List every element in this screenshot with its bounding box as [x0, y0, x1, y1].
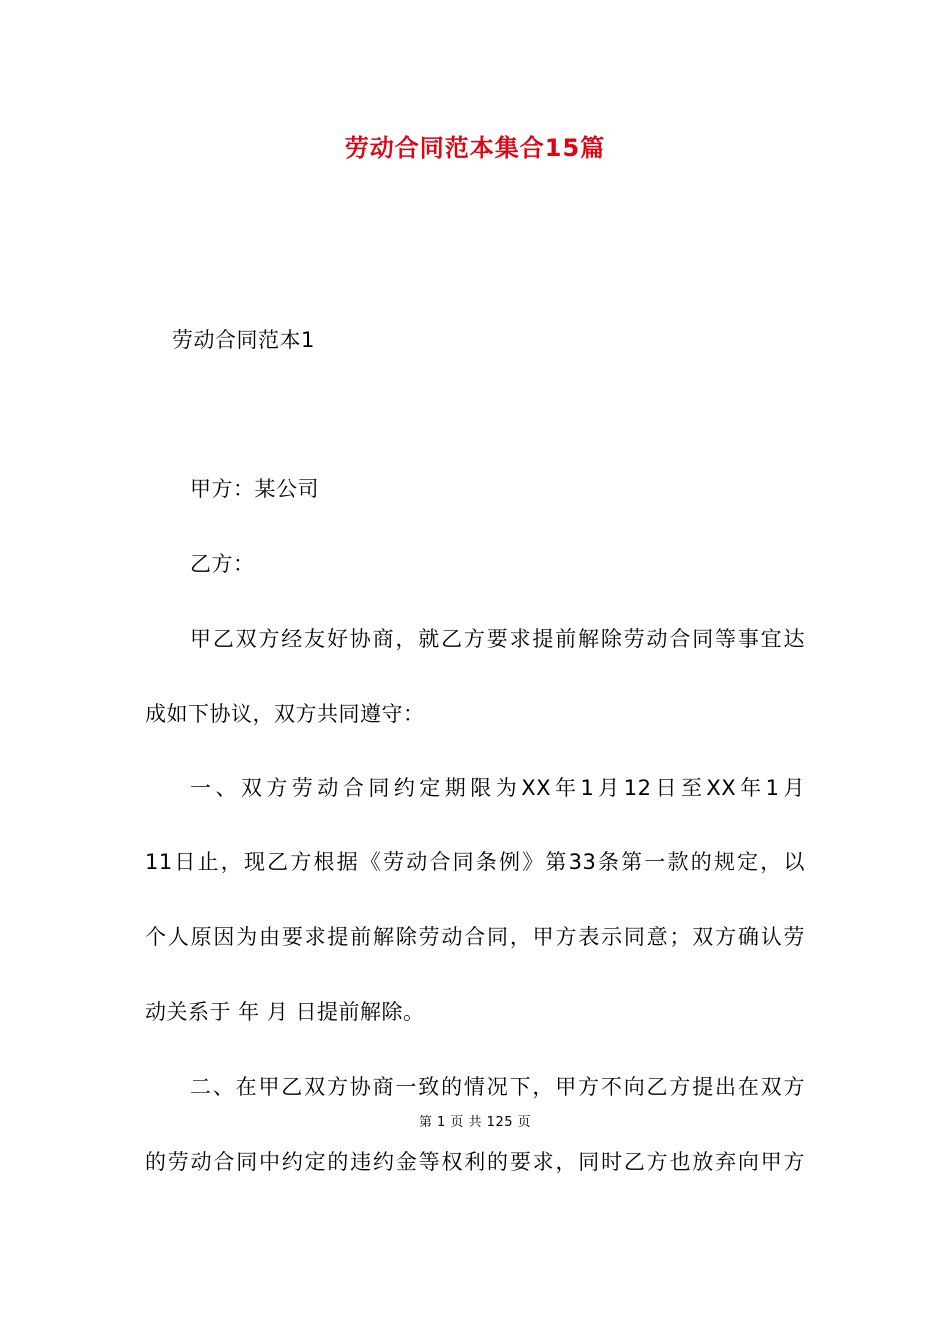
- paragraph-line: 11日止，现乙方根据《劳动合同条例》第33条第一款的规定，以: [145, 850, 805, 874]
- page-footer: 第 1 页 共 125 页: [418, 1115, 532, 1130]
- paragraph-line: 甲乙双方经友好协商，就乙方要求提前解除劳动合同等事宜达: [190, 627, 805, 651]
- paragraph-line: 个人原因为由要求提前解除劳动合同，甲方表示同意；双方确认劳: [145, 925, 805, 949]
- party-b-line: 乙方：: [190, 552, 255, 576]
- party-a-line: 甲方：某公司: [190, 477, 319, 501]
- paragraph-line: 的劳动合同中约定的违约金等权利的要求，同时乙方也放弃向甲方: [145, 1150, 805, 1174]
- paragraph-line: 二、在甲乙双方协商一致的情况下，甲方不向乙方提出在双方: [190, 1075, 805, 1099]
- section-heading: 劳动合同范本1: [172, 328, 315, 352]
- paragraph-line: 动关系于 年 月 日提前解除。: [145, 1000, 425, 1024]
- paragraph-line: 成如下协议，双方共同遵守：: [145, 702, 425, 726]
- document-title: 劳动合同范本集合15篇: [344, 134, 606, 162]
- paragraph-line: 一、双方劳动合同约定期限为XX年1月12日至XX年1月: [190, 776, 805, 800]
